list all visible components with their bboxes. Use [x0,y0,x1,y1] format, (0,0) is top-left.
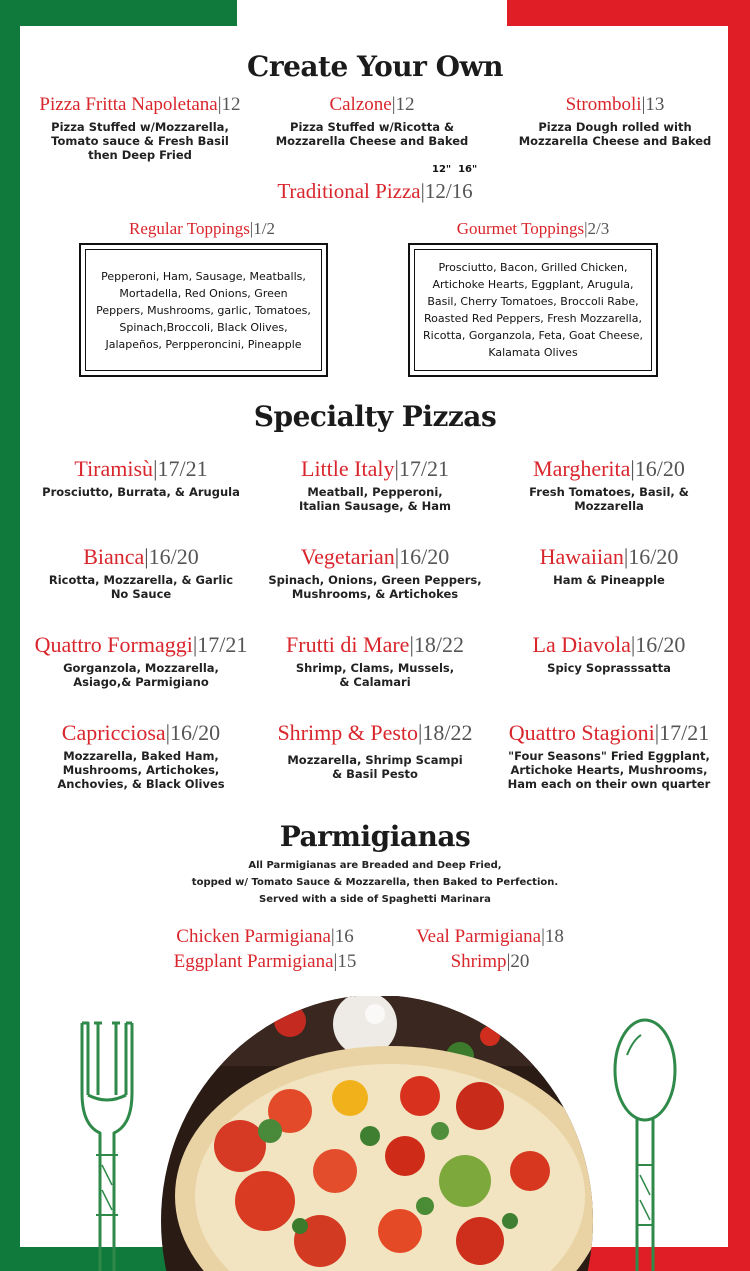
specialty-item [24,719,258,807]
item-name: Regular Toppings [129,219,250,238]
pizza-sizes-label: 12" 16" [432,164,478,175]
item-price: |17/21 [153,456,208,481]
item-price: |18/22 [418,720,473,745]
parmigianas-note [0,857,750,908]
gourmet-toppings-box [408,243,658,377]
regular-toppings-box [79,243,328,377]
parm-item-eggplant [150,949,380,974]
item-price: |16/20 [165,720,221,745]
create-your-own-title: Create Your Own [247,50,503,83]
item-name: Tiramisù [74,456,154,481]
item-price: |17/21 [654,720,710,745]
item-name: La Diavola [532,632,631,657]
specialty-item [24,631,258,719]
parm-item-veal [380,924,600,949]
item-price: |16/20 [630,632,686,657]
specialty-pizzas-title: Specialty Pizzas [253,400,497,433]
item-description: Mozzarella, Shrimp Scampi & Basil Pesto [287,753,463,781]
item-description: Meatball, Pepperoni, Italian Sausage, & Ham [298,485,451,513]
specialty-item [258,455,492,543]
item-description: Gorganzola, Mozzarella, Asiago,& Parmigiano [63,661,219,689]
item-price: |17/21 [192,632,248,657]
menu-item-stromboli [505,94,725,148]
item-name: Stromboli [565,94,642,115]
gourmet-toppings-list: Prosciutto, Bacon, Grilled Chicken, Artichoke Hearts, Eggplant, Arugula, Basil, Cherry Tomatoes, Broccoli Rabe, Roasted Red Peppers, Fresh Mozzarella, Ricotta, Gorganzola, Feta, Goat Cheese, Kalamata Olives [423,261,643,359]
item-description: Pizza Stuffed w/Mozzarella, Tomato sauce & Fresh Basil then Deep Fried [51,120,229,162]
specialty-item [258,631,492,719]
item-description: Spicy Soprasssatta [547,661,671,675]
parm-item-shrimp [380,949,600,974]
item-name: Margherita [533,456,631,481]
item-price: |16/20 [394,544,450,569]
pizza-photo [160,996,594,1271]
specialty-item [258,543,492,631]
item-price: |16/20 [630,456,685,481]
item-name: Veal Parmigiana [416,926,542,947]
item-price: |17/21 [394,456,449,481]
item-name: Quattro Stagioni [508,720,655,745]
item-name: Hawaiian [539,544,624,569]
item-description: "Four Seasons" Fried Eggplant, Artichoke Hearts, Mushrooms, Ham each on their own quarter [507,749,711,791]
item-name: Bianca [83,544,145,569]
regular-toppings-heading [80,219,324,239]
item-name: Shrimp [450,951,507,972]
specialty-item [24,543,258,631]
spoon-icon [605,1015,685,1271]
parmigianas-title: Parmigianas [279,820,471,853]
item-price: |15 [333,951,357,972]
item-price: |16 [330,926,354,947]
menu-item-pizza-fritta [20,94,260,162]
gourmet-toppings-heading [408,219,658,239]
item-description: Ricotta, Mozzarella, & Garlic No Sauce [48,573,234,601]
item-description: Pizza Dough rolled with Mozzarella Cheese and Baked [518,120,712,148]
parm-item-chicken [150,924,380,949]
item-description: Spinach, Onions, Green Peppers, Mushrooms, & Artichokes [268,573,482,601]
item-name: Gourmet Toppings [456,219,585,238]
item-price: |18/22 [409,632,464,657]
item-description: Prosciutto, Burrata, & Arugula [42,485,240,499]
item-price: |1/2 [249,219,275,238]
specialty-item [258,719,492,807]
note-line: All Parmigianas are Breaded and Deep Fried, [248,860,502,871]
menu-item-calzone [262,94,482,148]
note-line: topped w/ Tomato Sauce & Mozzarella, then Baked to Perfection. [191,877,559,888]
item-price: |20 [506,951,530,972]
fork-icon [72,1015,142,1271]
item-price: |16/20 [623,544,679,569]
item-name: Frutti di Mare [286,632,410,657]
item-name: Little Italy [301,456,395,481]
item-price: |12 [217,94,241,115]
item-price: |12 [391,94,415,115]
item-name: Eggplant Parmigiana [173,951,334,972]
item-name: Vegetarian [300,544,395,569]
item-description: Shrimp, Clams, Mussels, & Calamari [295,661,455,689]
specialty-item [492,719,726,807]
specialty-grid [24,455,726,805]
item-name: Shrimp & Pesto [277,720,419,745]
specialty-item [492,455,726,543]
item-name: Pizza Fritta Napoletana [39,94,218,115]
traditional-pizza [0,178,750,205]
item-price: |16/20 [144,544,199,569]
item-description: Pizza Stuffed w/Ricotta & Mozzarella Cheese and Baked [275,120,469,148]
item-name: Calzone [329,94,392,115]
specialty-item [24,455,258,543]
specialty-item [492,631,726,719]
note-line: Served with a side of Spaghetti Marinara [259,894,491,905]
item-price: |12/16 [420,179,473,203]
item-price: |2/3 [584,219,610,238]
item-name: Chicken Parmigiana [176,926,331,947]
item-description: Mozzarella, Baked Ham, Mushrooms, Artichokes, Anchovies, & Black Olives [57,749,225,791]
item-description: Fresh Tomatoes, Basil, & Mozzarella [529,485,689,513]
specialty-item [492,543,726,631]
item-description: Ham & Pineapple [553,573,665,587]
regular-toppings-list: Pepperoni, Ham, Sausage, Meatballs, Mortadella, Red Onions, Green Peppers, Mushrooms, garlic, Tomatoes, Spinach,Broccoli, Black Olives, Jalapeños, Perpperoncini, Pineapple [96,269,311,351]
item-name: Traditional Pizza [277,179,421,203]
item-name: Capricciosa [61,720,166,745]
item-price: |13 [641,94,665,115]
item-price: |18 [541,926,564,947]
item-name: Quattro Formaggi [34,632,193,657]
